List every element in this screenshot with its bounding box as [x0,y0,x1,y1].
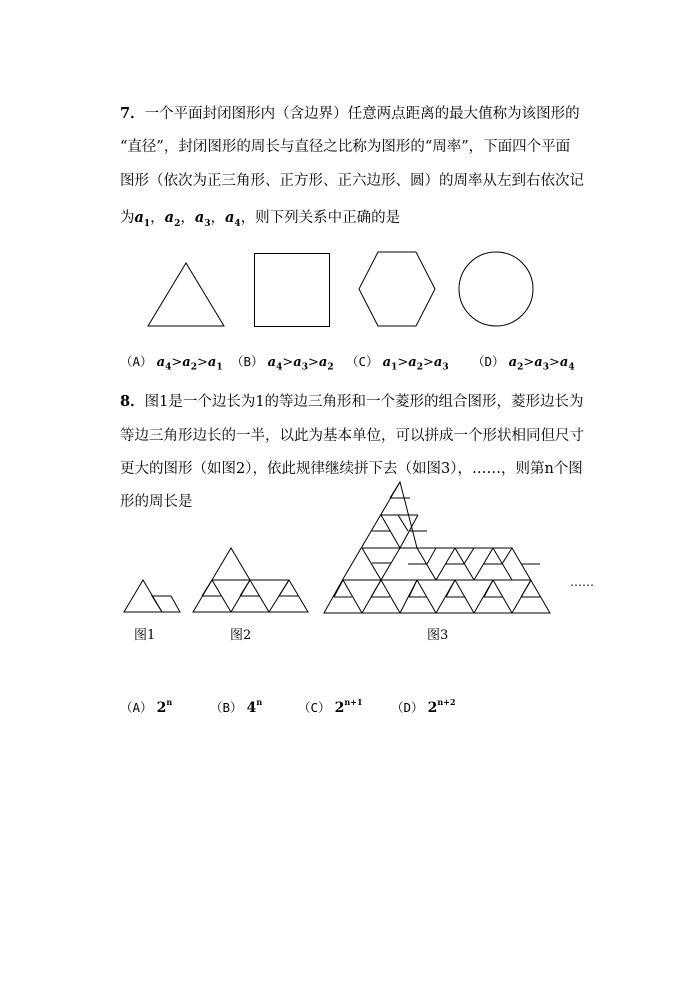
math-a4: $a_4$ [225,209,241,229]
q7-line-2: “直径”，封闭图形的周长与直径之比称为图形的“周率”，下面四个平面 [120,139,571,155]
q8-option-d[interactable]: （D） $2^{n+2}$ [391,697,456,716]
regular-hexagon-shape [359,252,435,326]
q7-number: 7． [120,105,145,122]
q7-option-b[interactable]: （B） $a_4>a_3>a_2$ [231,354,334,373]
fig1-rhombus [152,596,180,612]
q8-line-4: 形的周长是 [120,494,193,510]
q8-option-c[interactable]: （C） $2^{n+1}$ [298,697,363,716]
math-a2: $a_2$ [164,209,181,229]
math-a1: $a_1$ [134,209,151,229]
figure-3 [324,482,550,613]
equilateral-triangle-shape [148,263,224,326]
q7-line-3: 图形（依次为正三角形、正方形、正六边形、圆）的周率从左到右依次记 [120,173,584,189]
q8-option-b[interactable]: （B） 4$^n$ [210,697,263,716]
q7-line-1: 7．一个平面封闭图形内（含边界）任意两点距离的最大值称为该图形的 [120,105,580,122]
q7-line-4: 为$a_1$，$a_2$，$a_3$，$a_4$，则下列关系中正确的是 [120,209,401,229]
fig1-triangle [124,580,162,612]
square-shape [255,254,330,327]
caption-figure-1: 图1 [134,628,156,643]
q7-option-a[interactable]: （A） $a_4>a_2>a_1$ [120,354,223,373]
q8-ellipsis: …… [570,575,594,589]
figure-2 [193,548,308,612]
math-a3: $a_3$ [194,209,211,229]
q7-option-d[interactable]: （D） $a_2>a_3>a_4$ [472,354,575,373]
caption-figure-3: 图3 [427,628,449,643]
q8-option-a[interactable]: （A） 2$^n$ [120,697,173,716]
circle-shape [459,252,533,326]
figure-1 [124,580,180,612]
q8-line-2: 等边三角形边长的一半，以此为基本单位，可以拼成一个形状相同但尺寸 [120,428,584,444]
fig3-outline [324,482,550,613]
q8-line-3: 更大的图形（如图2），依此规律继续拼下去（如图3），……，则第n个图 [120,461,583,477]
q7-option-c[interactable]: （C） $a_1>a_2>a_3$ [346,354,449,373]
caption-figure-2: 图2 [230,628,252,643]
q8-number: 8． [120,393,145,410]
fig2-outline [193,548,308,612]
q8-line-1: 8．图1是一个边长为1的等边三角形和一个菱形的组合图形，菱形边长为 [120,393,584,410]
